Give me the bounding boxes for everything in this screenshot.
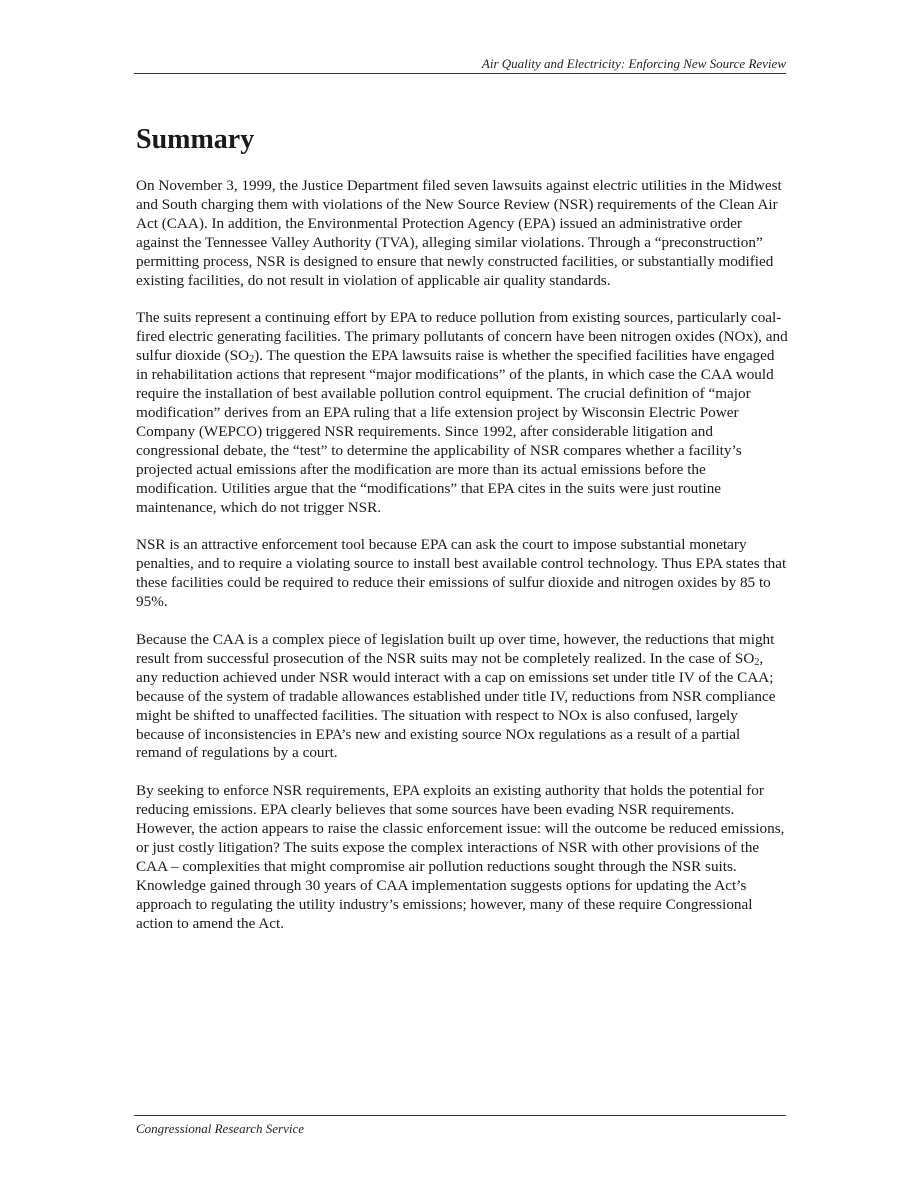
header-divider (134, 73, 786, 74)
subscript-2: 2 (754, 656, 760, 668)
running-header: Air Quality and Electricity: Enforcing New Source Review (481, 56, 786, 71)
paragraph-4-text-a: Because the CAA is a complex piece of legislation built up over time, however, the reductions that might result from successful prosecution of the NSR suits may not be completely realized. In the case of SO (136, 631, 775, 667)
section-title: Summary (136, 124, 255, 155)
running-footer: Congressional Research Service (136, 1121, 304, 1136)
paragraph-1: On November 3, 1999, the Justice Department filed seven lawsuits against electric utilities in the Midwest and South charging them with violations of the New Source Review (NSR) requirements of the Clean Air Act (CAA). In addition, the Environmental Protection Agency (EPA) issued an administrative order against the Tennessee Valley Authority (TVA), alleging similar violations. Through a “preconstruction” permitting process, NSR is designed to ensure that newly constructed facilities, or substantially modified existing facilities, do not result in violation of applicable air quality standards. (136, 177, 782, 289)
paragraph-4 (136, 631, 788, 763)
summary-body (136, 177, 788, 953)
paragraph-2 (136, 309, 788, 517)
paragraph-4-text-b: , any reduction achieved under NSR would interact with a cap on emissions set under title IV of the CAA; because of the system of tradable allowances established under title IV, reductions from NSR compliance might be shifted to unaffected facilities. The situation with respect to NOx is also confused, largely because of inconsistencies in EPA’s new and existing source NOx regulations as a result of a partial remand of regulations by a court. (136, 649, 776, 762)
paragraph-2-text-a: The suits represent a continuing effort by EPA to reduce pollution from existing sources, particularly coal-fired electric generating facilities. The primary pollutants of concern have been nitrogen oxides (NOx), and sulfur dioxide (SO (136, 309, 788, 365)
paragraph-5: By seeking to enforce NSR requirements, EPA exploits an existing authority that holds the potential for reducing emissions. EPA clearly believes that some sources have been evading NSR requirements. However, the action appears to raise the classic enforcement issue: will the outcome be reduced emissions, or just costly litigation? The suits expose the complex interactions of NSR with other provisions of the CAA – complexities that might compromise air pollution reductions sought through the NSR suits. Knowledge gained through 30 years of CAA implementation suggests options for updating the Act’s approach to regulating the utility industry’s emissions; however, many of these require Congressional action to amend the Act. (136, 782, 785, 932)
paragraph-3: NSR is an attractive enforcement tool because EPA can ask the court to impose substantial monetary penalties, and to require a violating source to install best available control technology. Thus EPA states that these facilities could be required to reduce their emissions of sulfur dioxide and nitrogen oxides by 85 to 95%. (136, 536, 787, 611)
subscript-2: 2 (249, 354, 255, 366)
footer-divider (134, 1115, 786, 1116)
paragraph-2-text-b: ). The question the EPA lawsuits raise is whether the specified facilities have engaged in rehabilitation actions that represent “major modifications” of the plants, in which case the CAA would require the installation of best available pollution control equipment. The crucial definition of “major modification” derives from an EPA ruling that a life extension project by Wisconsin Electric Power Company (WEPCO) triggered NSR requirements. Since 1992, after considerable litigation and congressional debate, the “test” to determine the applicability of NSR compares whether a facility’s projected actual emissions after the modification are more than its actual emissions before the modification. Utilities argue that the “modifications” that EPA cites in the suits were just routine maintenance, which do not trigger NSR. (136, 347, 775, 516)
